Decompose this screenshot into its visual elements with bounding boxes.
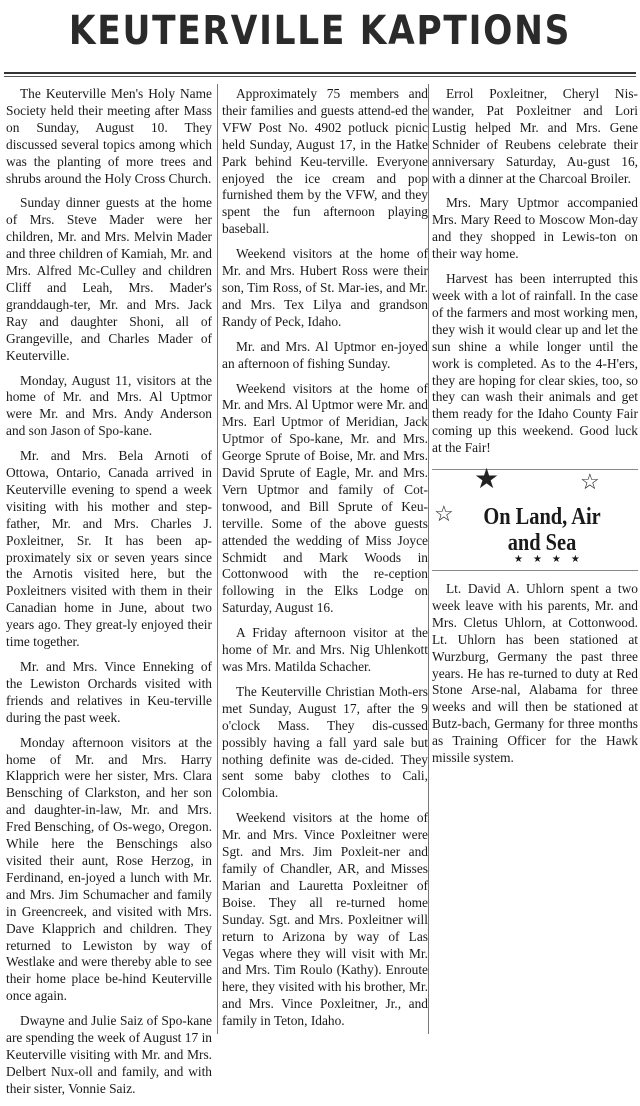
- news-item: Weekend visitors at the home of Mr. and Mrs. Al Uptmor were Mr. and Mrs. Earl Uptmor of Meridian, Jack Uptmor of Spo-kane, Mr. and Mrs. George Sprute of Boise, Mr. and Mrs. David Sprute of Eagle, Mr. and Mrs. Vern Uptmor and family of Cot-tonwood, and Bill Sprute of Keu-terville. Some of the above guests attended the wedding of Miss Joyce Schmidt and Mark Woods in Cottonwood with the re-ception following in the Elks Lodge on Saturday, August 16.: [222, 380, 428, 616]
- star-outline-icon: ☆: [434, 501, 454, 527]
- news-item: Monday afternoon visitors at the home of Mr. and Mrs. Harry Klapprich were her sister, Mrs. Clara Bensching of Clarkston, and her son and daughter-in-law, Mr. and Mrs. Fred Bensching, of Os-wego, Oregon. While here the Benschings also visited their aunt, Rose Herzog, in Ferdinand, en-joyed a lunch with Mr. and Mrs. Jim Schumacher and family in Greencreek, and visited with Mrs. Dave Klapprich and children. They returned to Lewiston by way of Westlake and were thereby able to see their home place be-hind Keuterville once again.: [6, 734, 212, 1004]
- news-item: Weekend visitors at the home of Mr. and Mrs. Hubert Ross were their son, Tim Ross, of St. Mar-ies, and Mr. and Mrs. Tex Lilya and grandson Randy of Peck, Idaho.: [222, 246, 428, 329]
- news-item: The Keuterville Christian Moth-ers met Sunday, August 17, after the 9 o'clock Mass. They dis-cussed possibly having a fall yard sale but nothing definite was de-cided. They sent some baby clothes to Cali, Colombia.: [222, 683, 428, 801]
- small-stars-icon: ★★★★: [514, 554, 590, 566]
- column-1: [6, 86, 212, 1106]
- title-rule-thin: [4, 76, 636, 77]
- feature-heading: On Land, Air and Sea: [483, 504, 601, 557]
- column-3: [432, 86, 638, 775]
- news-item: The Keuterville Men's Holy Name Society held their meeting after Mass on Sunday, August 10. They discussed several topics among which was the planting of more trees and shrubs around the Holy Cross Church.: [6, 86, 212, 186]
- page-title: KEUTERVILLE KAPTIONS: [68, 8, 572, 54]
- news-item: Approximately 75 members and their families and guests attend-ed the VFW Post No. 4902 potluck picnic held Sunday, August 17, in the Hatke Park behind Keu-terville. Everyone enjoyed the ice cream and pop furnished them by the VFW, and they spent the fun afternoon playing baseball.: [222, 86, 428, 237]
- news-item: Errol Poxleitner, Cheryl Nis-wander, Pat Poxleitner and Lori Lustig helped Mr. and Mrs. Gene Schnider of Reubens celebrate their anniversary Saturday, Au-gust 16, with a dinner at the Charcoal Broiler.: [432, 86, 638, 186]
- news-item: Weekend visitors at the home of Mr. and Mrs. Vince Poxleitner were Sgt. and Mrs. Jim Poxleit-ner and family of Chandler, AR, and Misses Marian and Lauretta Poxleitner of Boise. They all re-turned home Sunday. Sgt. and Mrs. Poxleitner will return to Arizona by way of Las Vegas where they will visit with Mr. and Mrs. Tim Roulo (Kathy). Enroute here, they visited with his brother, Mr. and Mrs. Vince Poxleitner, Jr., and family in Teton, Idaho.: [222, 810, 428, 1029]
- title-rule: [4, 72, 636, 74]
- column-divider: [428, 84, 429, 1034]
- news-item: Harvest has been interrupted this week with a lot of rainfall. In the case of the farmers and most working men, they wish it would clear up and let the sun shine a while longer until the work is completed. As to the 4-H'ers, they are hoping for clear skies, too, so they can wash their animals and get them ready for the Idaho County Fair coming up this weekend. Good luck at the Fair!: [432, 271, 638, 456]
- news-item: Sunday dinner guests at the home of Mrs. Steve Mader were her children, Mr. and Mrs. Melvin Mader and three children of Kamiah, Mr. and Mrs. Alfred Mc-Culley and children Cliff and Leah, Mrs. Mader's granddaugh-ter, Mr. and Mrs. Jack Ray and daughter Shoni, all of Grangeville, and Charles Mader of Keuterville.: [6, 195, 212, 363]
- news-item: Dwayne and Julie Saiz of Spo-kane are spending the week of August 17 in Keuterville visiting with Mr. and Mrs. Delbert Nux-oll and family, and with their sister, Vonnie Saiz.: [6, 1013, 212, 1096]
- star-outline-icon: ☆: [580, 469, 600, 495]
- news-item: Monday, August 11, visitors at the home of Mr. and Mrs. Al Uptmor were Mr. and Mrs. Andy Anderson and son Jason of Spo-kane.: [6, 372, 212, 439]
- news-item: Mrs. Mary Uptmor accompanied Mrs. Mary Reed to Moscow Mon-day and they shopped in Lewis-ton on their way home.: [432, 195, 638, 262]
- news-item: Lt. David A. Uhlorn spent a two week leave with his parents, Mr. and Mrs. Cletus Uhlorn, at Cottonwood. Lt. Uhlorn has been stationed at Wurzburg, Germany the past three years. He has re-turned to duty at Red Stone Arse-nal, Alabama for three weeks and will then be stationed at Butz-bach, Germany for three months as Training Officer for the Hawk missile system.: [432, 581, 638, 766]
- news-item: Mr. and Mrs. Bela Arnoti of Ottowa, Ontario, Canada arrived in Keuterville evening to spend a week visiting with his mother and step-father, Mr. and Mrs. Charles J. Poxleitner, Sr. It has been ap-proximately six or seven years since the Arnotis visited here, but the Poxleitners visited with them in their Canadian home in June, about two years ago. They great-ly enjoyed their time together.: [6, 448, 212, 650]
- star-icon: ★: [474, 464, 500, 496]
- column-divider: [217, 84, 218, 1034]
- news-item: Mr. and Mrs. Vince Enneking of the Lewiston Orchards visited with friends and relatives in Keu-terville during the past week.: [6, 659, 212, 725]
- column-2: [222, 86, 428, 1038]
- news-item: Mr. and Mrs. Al Uptmor en-joyed an afternoon of fishing Sunday.: [222, 338, 428, 371]
- on-land-air-sea-heading-box: [432, 464, 638, 571]
- news-item: A Friday afternoon visitor at the home of Mr. and Mrs. Nig Uhlenkott was Mrs. Matilda Schacher.: [222, 625, 428, 674]
